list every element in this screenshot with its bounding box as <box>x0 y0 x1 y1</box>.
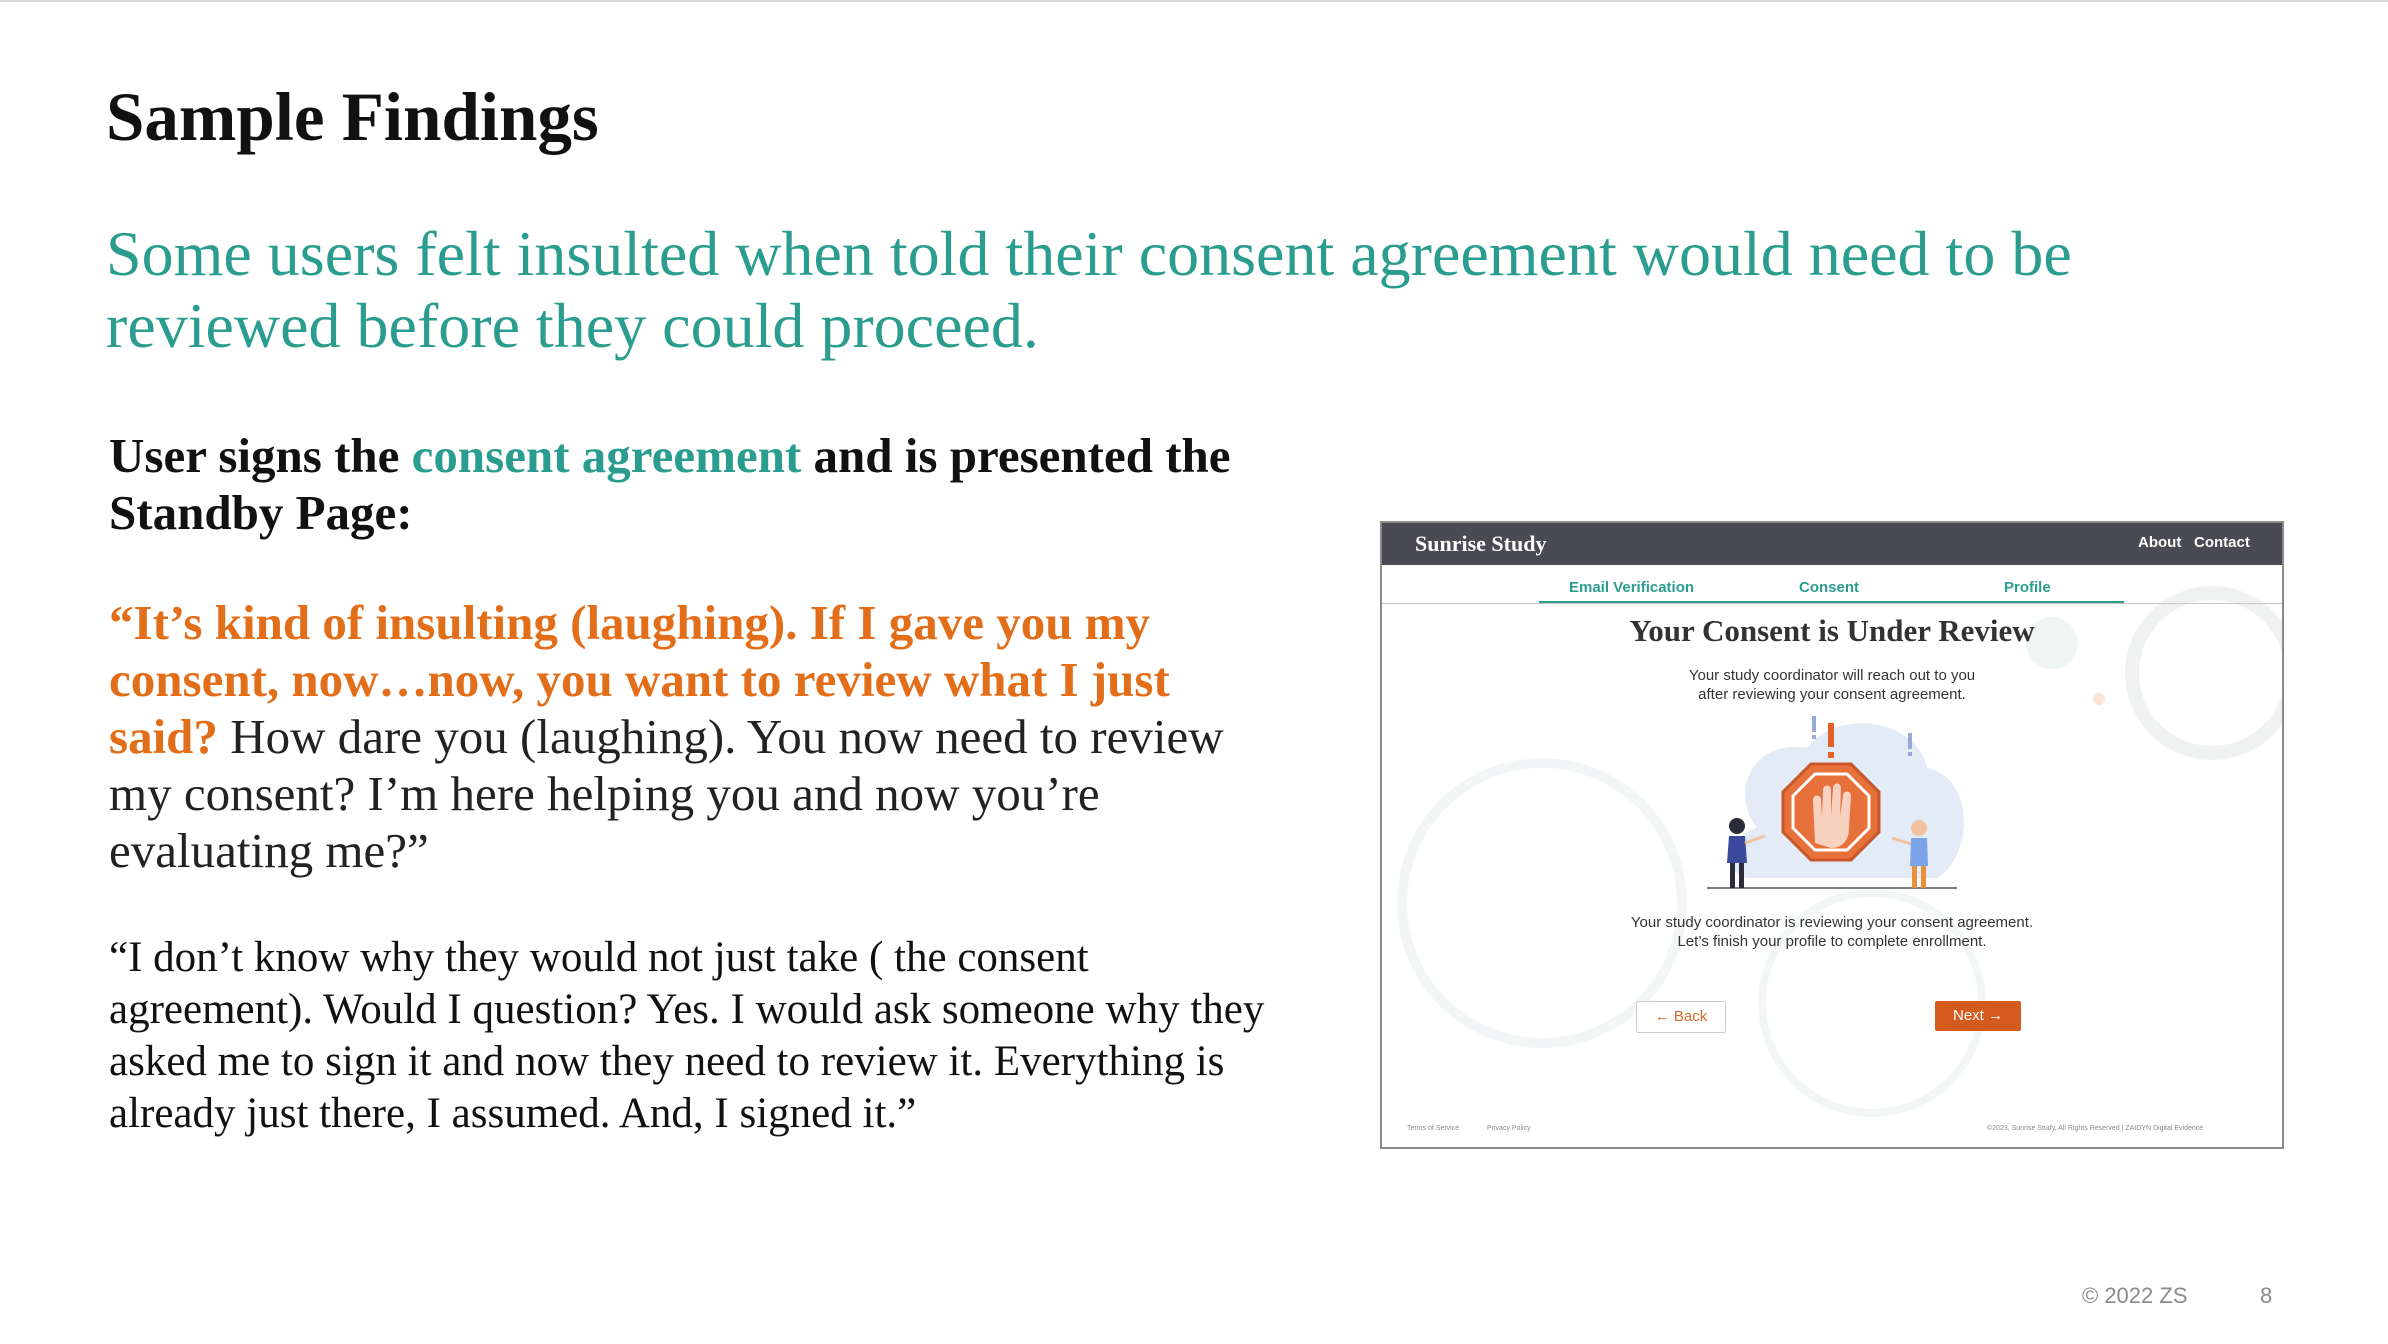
message-top-line-1: Your study coordinator will reach out to you <box>1688 667 1976 684</box>
user-quote-1 <box>109 594 1269 879</box>
screenshot-message-top <box>1632 666 2032 704</box>
screenshot-nav-contact: Contact <box>2194 534 2250 551</box>
user-quote-2: “I don’t know why they would not just take ( the consent agreement). Would I question? Yes. I would ask someone why they asked me to sign it and now they need to review it. Everything is already just there, I assumed. And, I signed it.” <box>109 934 1265 1137</box>
slide-subtitle: Some users felt insulted when told their consent agreement would need to be reviewed before they could proceed. <box>106 218 2072 361</box>
stop-sign-hand-icon <box>1687 708 1977 908</box>
quote-1-rest: How dare you (laughing). You now need to review my consent? I’m here helping you and now you’re evaluating me?” <box>109 709 1224 878</box>
slide-page-number: 8 <box>2260 1283 2273 1308</box>
back-button[interactable]: ← Back <box>1636 1001 1726 1033</box>
slide-title: Sample Findings <box>106 79 599 155</box>
footer-terms-link[interactable]: Terms of Service <box>1407 1125 1460 1132</box>
footer-copyright: ©2023, Sunrise Study, All Rights Reserved | ZAIDYN Digital Evidence <box>1987 1125 2204 1132</box>
slide-copyright: © 2022 ZS <box>2082 1283 2188 1308</box>
intro-highlight: consent agreement <box>411 428 802 483</box>
message-bottom-line-2: Let’s finish your profile to complete enrollment. <box>1677 933 1987 950</box>
standby-page-screenshot <box>1380 521 2284 1149</box>
step-consent: Consent <box>1799 579 1859 596</box>
intro-text <box>109 427 1269 541</box>
screenshot-progress-steps <box>1539 579 2124 604</box>
top-border <box>0 0 2388 2</box>
intro-part2: and is presented the Standby Page: <box>109 428 1231 540</box>
screenshot-message-bottom <box>1582 913 2082 951</box>
screenshot-brand: Sunrise Study <box>1415 531 1547 556</box>
step-email-verification: Email Verification <box>1569 579 1695 596</box>
step-profile: Profile <box>2004 579 2051 596</box>
footer-privacy-link[interactable]: Privacy Policy <box>1487 1125 1531 1132</box>
intro-part1: User signs the <box>109 428 412 483</box>
screenshot-divider <box>1382 603 2282 604</box>
message-bottom-line-1: Your study coordinator is reviewing your consent agreement. <box>1630 914 2034 931</box>
message-top-line-2: after reviewing your consent agreement. <box>1698 686 1966 703</box>
screenshot-heading: Your Consent is Under Review <box>1629 613 2035 648</box>
screenshot-nav-about: About <box>2138 534 2182 551</box>
quote-1-emphasis: “It’s kind of insulting (laughing). If I gave you my consent, now…now, you want to review what I just said? <box>109 595 1170 764</box>
next-button[interactable]: Next → <box>1935 1001 2021 1031</box>
screenshot-header-bar <box>1382 523 2282 565</box>
